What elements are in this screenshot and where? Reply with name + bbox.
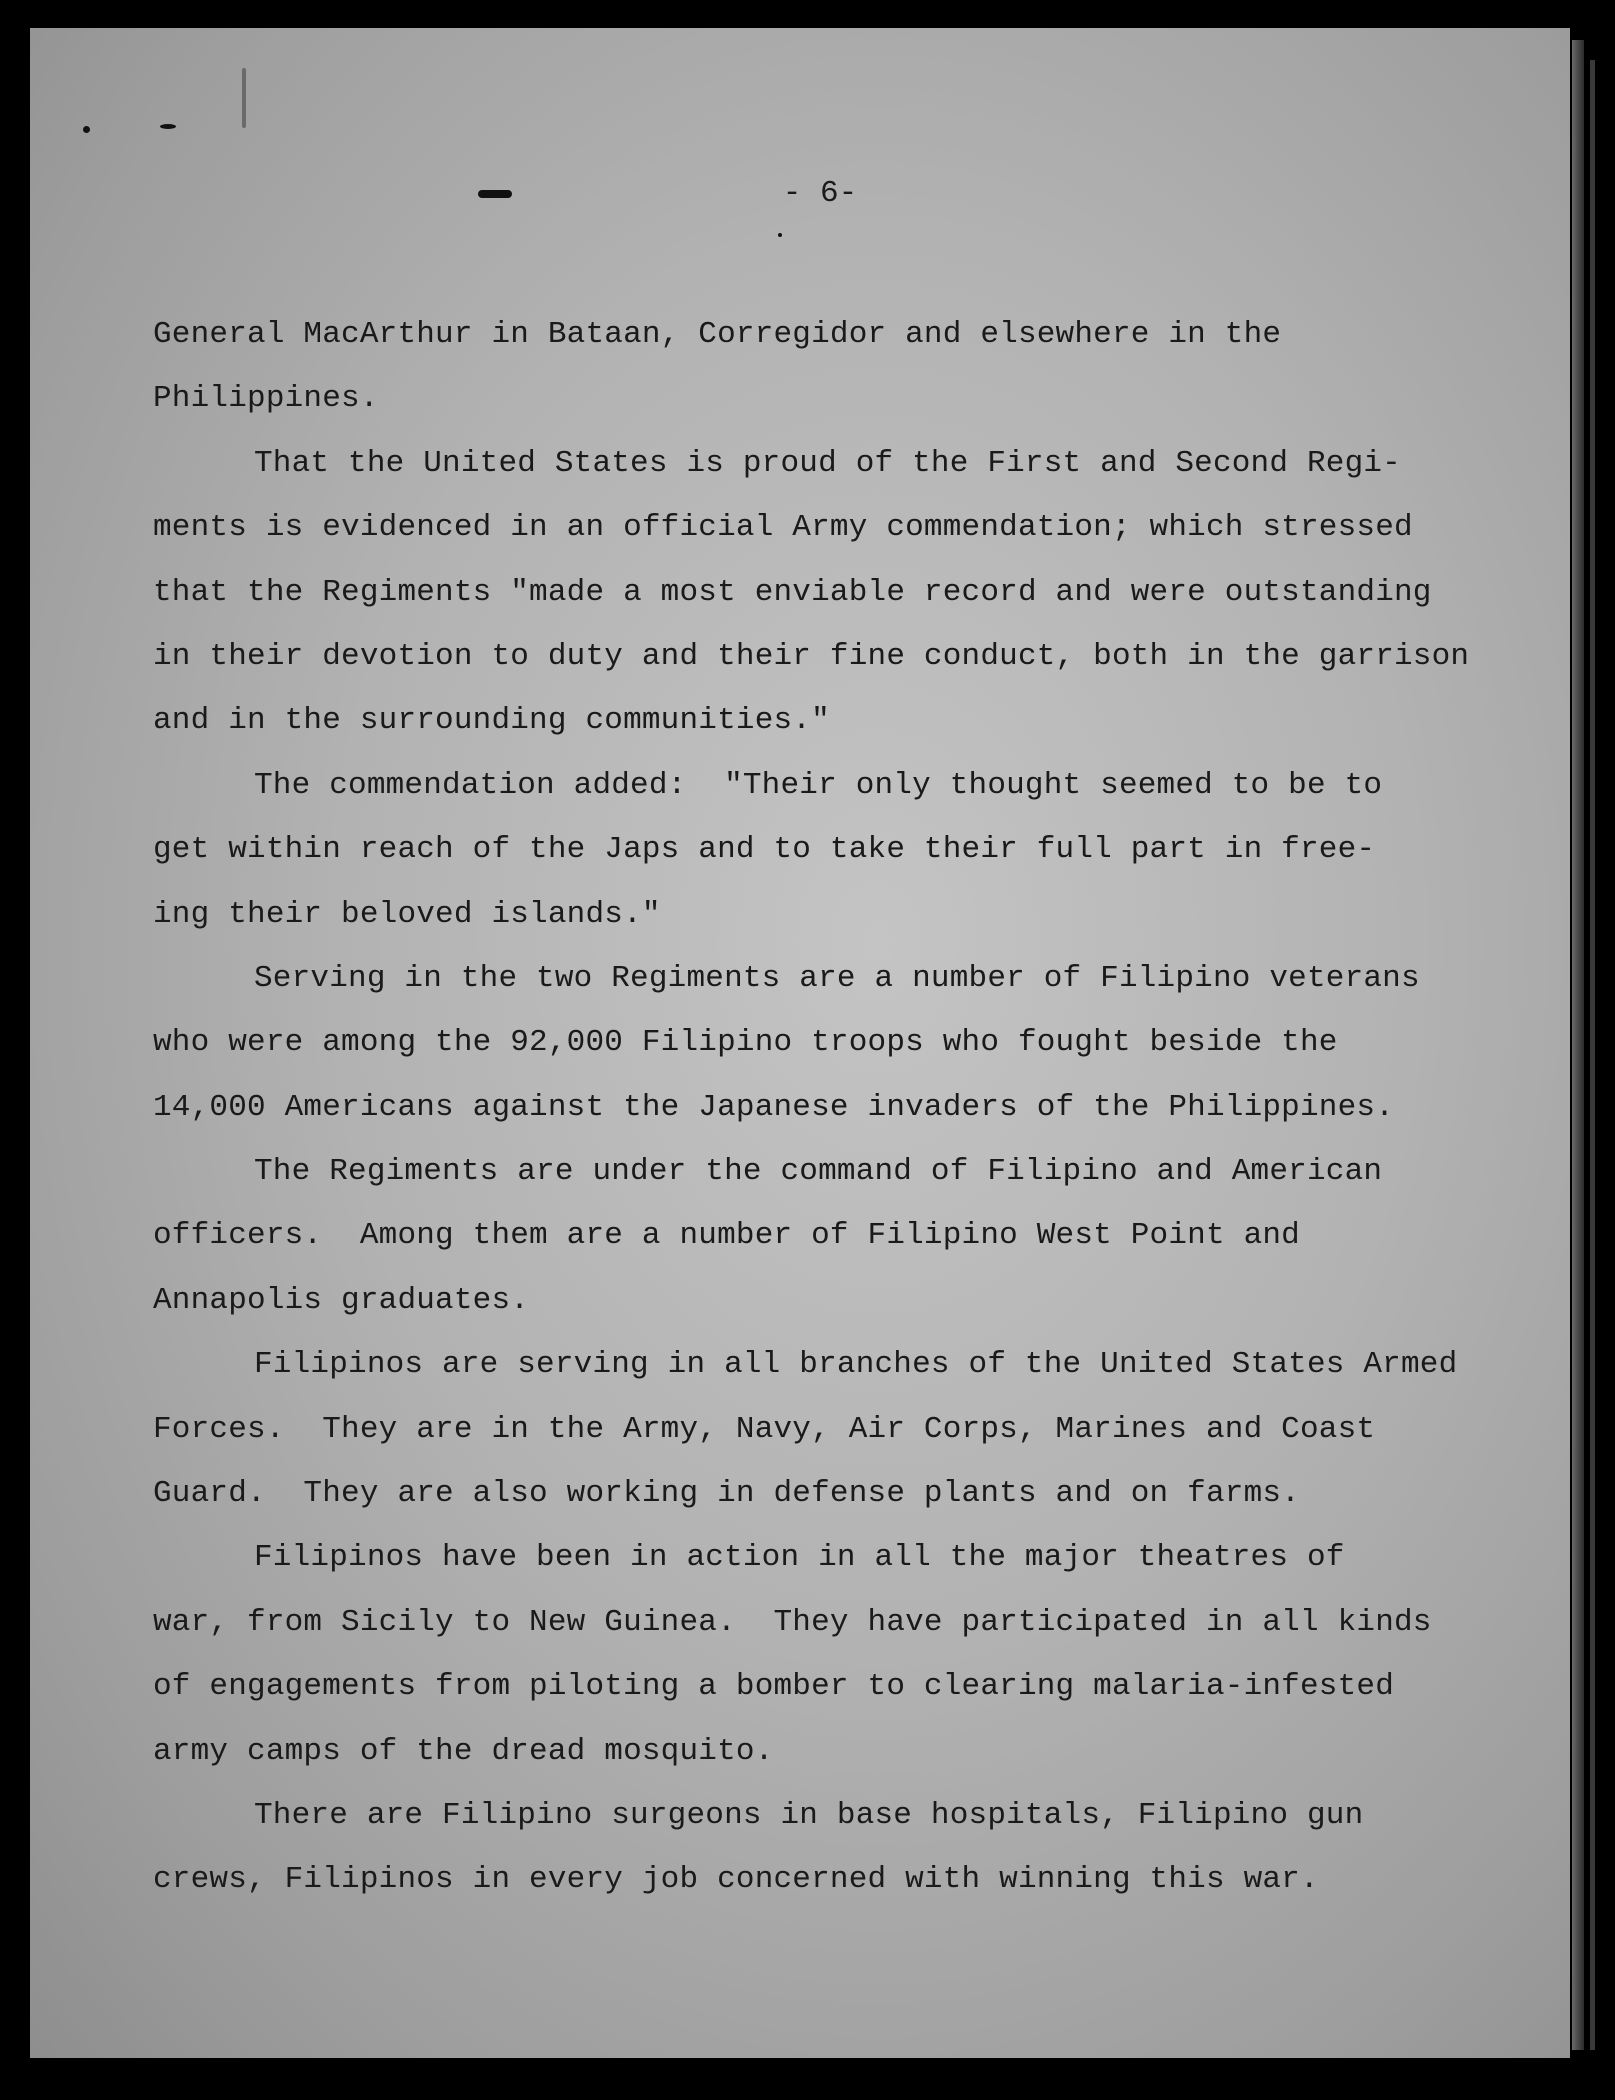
text-line: and in the surrounding communities."	[153, 703, 830, 739]
text-line: There are Filipino surgeons in base hospitals, Filipino gun	[254, 1797, 1364, 1833]
document-page	[30, 28, 1570, 2058]
ink-speck	[160, 124, 176, 129]
text-line: Serving in the two Regiments are a number of Filipino veterans	[254, 960, 1420, 996]
text-line: 14,000 Americans against the Japanese invaders of the Philippines.	[153, 1089, 1394, 1125]
text-line: officers. Among them are a number of Filipino West Point and	[153, 1218, 1300, 1254]
text-line: war, from Sicily to New Guinea. They have participated in all kinds	[153, 1604, 1432, 1640]
page-edge	[1572, 40, 1584, 2050]
text-line: General MacArthur in Bataan, Corregidor and elsewhere in the	[153, 317, 1282, 352]
text-line: Filipinos are serving in all branches of the United States Armed	[254, 1347, 1458, 1383]
text-line: Filipinos have been in action in all the major theatres of	[254, 1540, 1345, 1576]
ink-speck	[778, 233, 782, 237]
text-line: of engagements from piloting a bomber to clearing malaria-infested	[153, 1669, 1394, 1705]
text-line: The commendation added: "Their only thought seemed to be to	[254, 767, 1383, 803]
text-line: Philippines.	[153, 381, 379, 417]
text-line: get within reach of the Japs and to take their full part in free-	[153, 832, 1376, 868]
ink-speck	[83, 126, 90, 133]
ink-speck	[242, 68, 246, 128]
page-number: - 6-	[782, 176, 858, 211]
body-text	[153, 303, 1553, 1913]
page-edge	[1590, 60, 1595, 2050]
text-line: who were among the 92,000 Filipino troops who fought beside the	[153, 1025, 1338, 1061]
text-line: ments is evidenced in an official Army commendation; which stressed	[153, 510, 1413, 546]
text-line: The Regiments are under the command of Filipino and American	[254, 1154, 1383, 1190]
text-line: ing their beloved islands."	[153, 896, 661, 932]
text-line: Annapolis graduates.	[153, 1282, 530, 1318]
text-line: crews, Filipinos in every job concerned with winning this war.	[153, 1862, 1319, 1898]
text-line: That the United States is proud of the First and Second Regi-	[254, 445, 1401, 481]
text-line: Forces. They are in the Army, Navy, Air Corps, Marines and Coast	[153, 1411, 1376, 1447]
text-line: Guard. They are also working in defense plants and on farms.	[153, 1476, 1300, 1512]
text-line: that the Regiments "made a most enviable record and were outstanding	[153, 574, 1432, 610]
text-line: in their devotion to duty and their fine conduct, both in the garrison	[153, 638, 1470, 674]
text-line: army camps of the dread mosquito.	[153, 1733, 774, 1769]
